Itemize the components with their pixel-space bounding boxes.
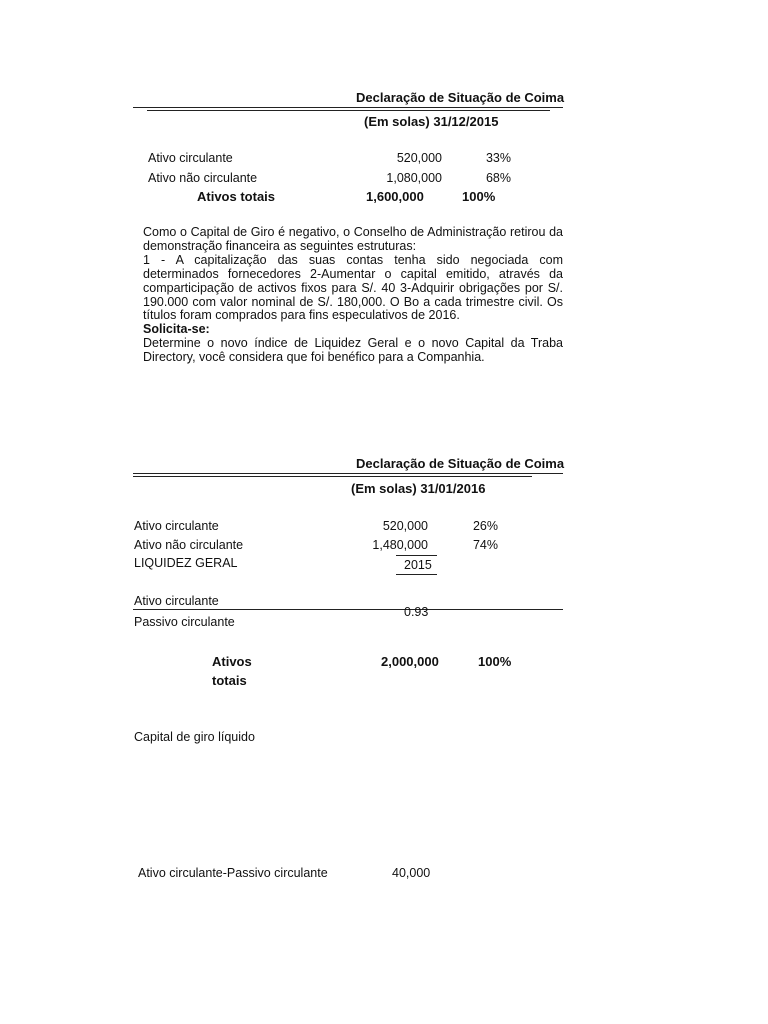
statement1-rule-bottom bbox=[147, 110, 550, 111]
liquidez-geral-label: LIQUIDEZ GERAL bbox=[134, 556, 238, 570]
statement1-total-value: 1,600,000 bbox=[366, 189, 424, 204]
statement2-total-pct: 100% bbox=[478, 654, 512, 669]
statement1-row-value: 1,080,000 bbox=[386, 171, 442, 185]
statement1-row-pct: 33% bbox=[485, 151, 511, 165]
formula-value: 40,000 bbox=[392, 866, 431, 880]
statement1-total-pct: 100% bbox=[462, 189, 496, 204]
statement1-total-label: Ativos totais bbox=[197, 189, 276, 204]
problem-intro: Como o Capital de Giro é negativo, o Conselho de Administração retirou da demonstração financeira as seguintes estruturas: bbox=[143, 225, 563, 253]
statement2-title: Declaração de Situação de Coima bbox=[356, 456, 565, 471]
liquidez-year-rule-bottom bbox=[396, 574, 437, 575]
statement2-total-value: 2,000,000 bbox=[381, 654, 439, 669]
statement2-total-label-line2: totais bbox=[212, 673, 247, 688]
statement1-subtitle: (Em solas) 31/12/2015 bbox=[364, 114, 499, 129]
ratio-denominator: Passivo circulante bbox=[134, 615, 235, 629]
statement1-rule-top bbox=[133, 107, 563, 108]
capital-giro-label: Capital de giro líquido bbox=[134, 730, 255, 744]
ratio-numerator: Ativo circulante bbox=[134, 594, 219, 608]
formula-label: Ativo circulante-Passivo circulante bbox=[138, 866, 328, 880]
statement2-row-label: Ativo circulante bbox=[134, 519, 219, 533]
statement1-title: Declaração de Situação de Coima bbox=[356, 90, 565, 105]
statement2-subtitle: (Em solas) 31/01/2016 bbox=[351, 481, 486, 496]
liquidez-year: 2015 bbox=[404, 558, 432, 572]
ratio-fraction-line bbox=[133, 609, 563, 610]
problem-heading: Solicita-se: bbox=[143, 322, 210, 337]
problem-statement bbox=[143, 226, 563, 365]
statement2-total-label-line1: Ativos bbox=[212, 654, 252, 669]
statement2-row-pct: 26% bbox=[472, 519, 498, 533]
statement2-row-value: 1,480,000 bbox=[372, 538, 428, 552]
statement2-row-value: 520,000 bbox=[382, 519, 428, 533]
statement2-row-pct: 74% bbox=[472, 538, 498, 552]
statement1-row-value: 520,000 bbox=[396, 151, 442, 165]
problem-question: Determine o novo índice de Liquidez Geral e o novo Capital da Traba Directory, você considera que foi benéfico para a Companhia. bbox=[143, 336, 563, 365]
statement1-row-pct: 68% bbox=[485, 171, 511, 185]
ratio-value: 0.93 bbox=[404, 605, 429, 619]
statement2-row-label: Ativo não circulante bbox=[134, 538, 244, 552]
statement2-rule-top bbox=[133, 473, 563, 474]
statement1-row-label: Ativo não circulante bbox=[148, 171, 258, 185]
statement2-rule-bottom bbox=[133, 476, 532, 477]
liquidez-year-rule-top bbox=[396, 555, 437, 556]
problem-structures: 1 - A capitalização das suas contas tenha sido negociada com determinados fornecedores 2-Aumentar o capital emitido, através da comparticipação de activos fixos para S/. 40 3-Adquirir obrigações por S/. 190.000 com valor nominal de S/. 180,000. O Bo a cada trimestre civil. Os títulos foram comprados para fins especulativos de 2016. bbox=[143, 252, 563, 323]
statement1-row-label: Ativo circulante bbox=[148, 151, 233, 165]
